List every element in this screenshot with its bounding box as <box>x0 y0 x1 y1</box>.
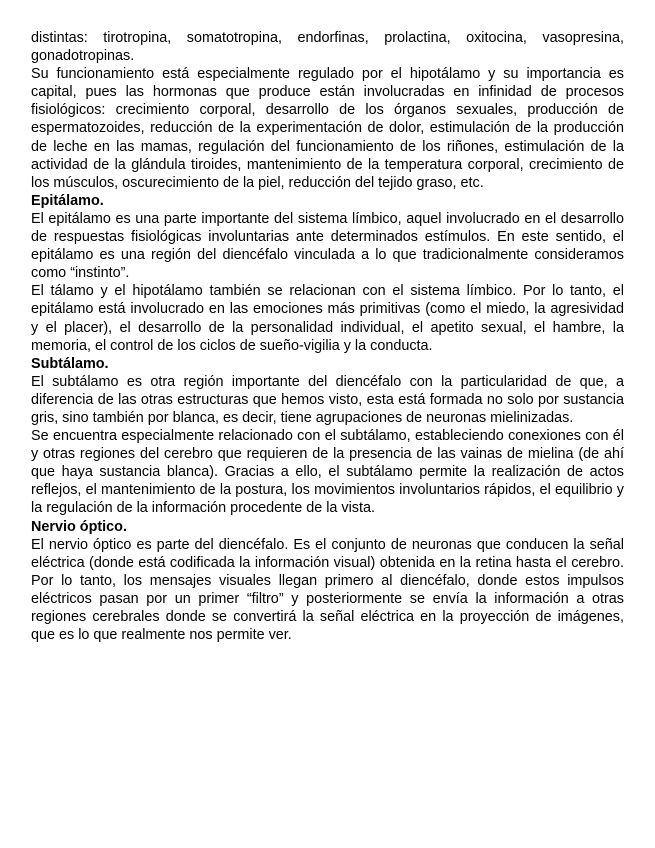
section-paragraph: El tálamo y el hipotálamo también se relacionan con el sistema límbico. Por lo tanto, el epitálamo está involucrado en las emociones más primitivas (como el miedo, la agresividad y el placer), el desarrollo de la personalidad individual, el apetito sexual, el hambre, la memoria, el control de los ciclos de sueño-vigilia y la conducta. <box>31 283 624 354</box>
section-paragraph: Se encuentra especialmente relacionado con el subtálamo, estableciendo conexiones con él y otras regiones del cerebro que requieren de la presencia de las vainas de mielina (de ahí que haya sustancia blanca). Gracias a ello, el subtálamo permite la realización de actos reflejos, el mantenimiento de la postura, los movimientos involuntarios rápidos, el equilibrio y la regulación de la información procedente de la vista. <box>31 428 624 517</box>
section-heading: Subtálamo. <box>31 355 109 372</box>
paragraph-hypothalamus-regulation: Su funcionamiento está especialmente regulado por el hipotálamo y su importancia es capital, pues las hormonas que produce están involucradas en infinidad de procesos fisiológicos: crecimiento corporal, desarrollo de los órganos sexuales, producción de espermatozoides, reducción de la experimentación de dolor, estimulación de la producción de leche en las mamas, regulación del funcionamiento de los riñones, estimulación de la actividad de la glándula tiroides, mantenimiento de la temperatura corporal, crecimiento de los músculos, oscurecimiento de la piel, reducción del tejido graso, etc. <box>31 66 624 191</box>
section-heading: Nervio óptico. <box>31 518 127 535</box>
paragraph-hormones-list: distintas: tirotropina, somatotropina, endorfinas, prolactina, oxitocina, vasopresina, gonadotropinas. <box>31 30 624 65</box>
section-epitalamo <box>31 192 624 355</box>
document-page <box>31 29 624 644</box>
section-paragraph: El nervio óptico es parte del diencéfalo. Es el conjunto de neuronas que conducen la señal eléctrica (donde está codificada la información visual) obtenida en la retina hasta el cerebro. Por lo tanto, los mensajes visuales llegan primero al diencéfalo, donde estos impulsos eléctricos pasan por un primer “filtro” y posteriormente se envía la información a otras regiones cerebrales donde se convertirá la señal eléctrica en la proyección de imágenes, que es lo que realmente nos permite ver. <box>31 536 624 644</box>
section-heading: Epitálamo. <box>31 192 104 209</box>
section-paragraph: El epitálamo es una parte importante del sistema límbico, aquel involucrado en el desarrollo de respuestas fisiológicas involuntarias ante determinados estímulos. En este sentido, el epitálamo es una región del diencéfalo vinculada a lo que tradicionalmente consideramos como “instinto”. <box>31 210 624 282</box>
section-nervio-optico <box>31 518 624 645</box>
section-paragraph: El subtálamo es otra región importante del diencéfalo con la particularidad de que, a diferencia de las otras estructuras que hemos visto, esta está formada no solo por sustancia gris, sino también por blanca, es decir, tiene agrupaciones de neuronas mielinizadas. <box>31 373 624 426</box>
section-subtalamo <box>31 355 624 518</box>
